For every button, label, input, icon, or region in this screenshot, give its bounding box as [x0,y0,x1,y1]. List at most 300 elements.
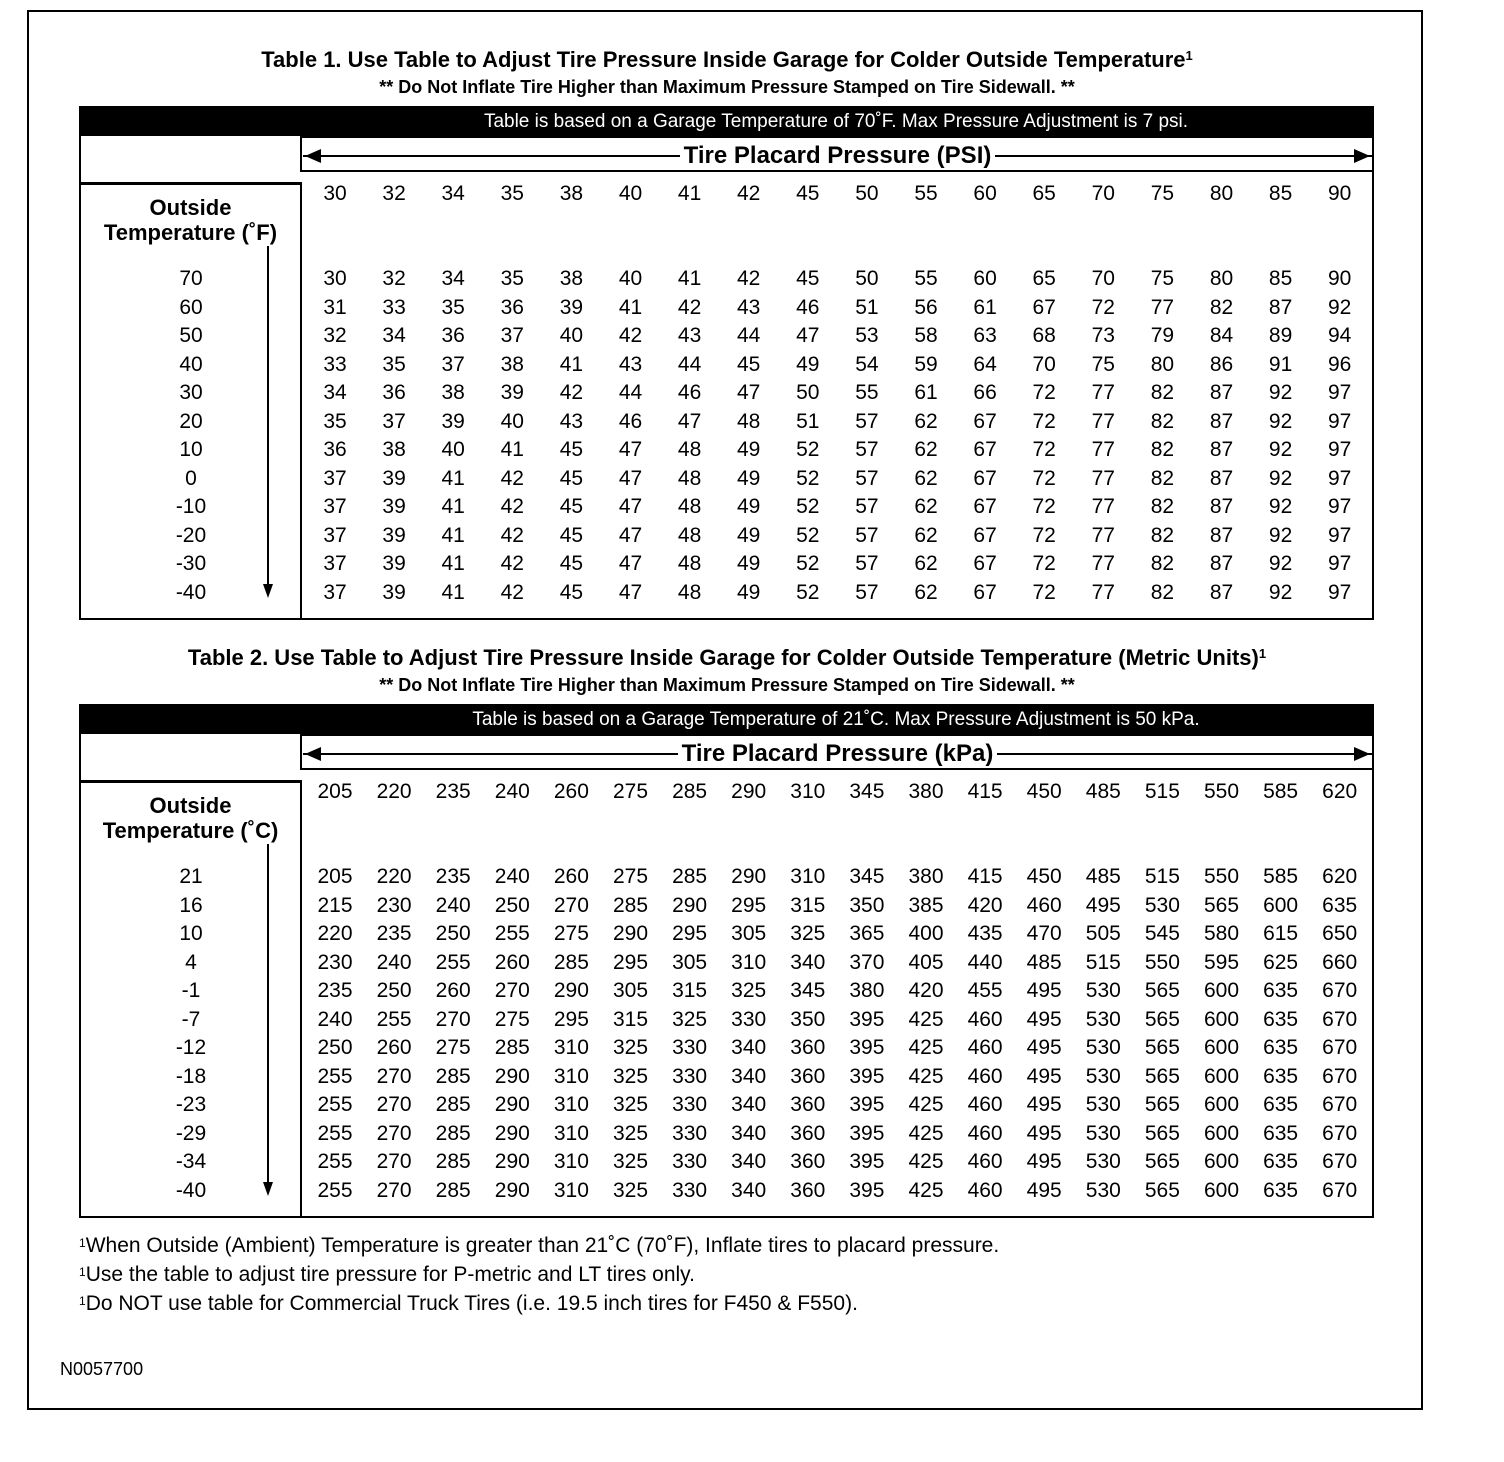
table1-pressure-cell: 42 [500,523,524,547]
table2-pressure-cell: 395 [849,1121,885,1145]
table1-pressure-cell: 37 [441,352,465,376]
table1-pressure-cell: 45 [796,267,820,290]
table1-pressure-cell: 97 [1328,381,1352,404]
table1-pressure-cell: 30 [323,267,347,290]
table1-temp-label: 40 [179,352,203,376]
table1-pressure-cell: 43 [618,352,643,376]
table2-pressure-cell: 240 [317,1007,353,1031]
table2-pressure-cell: 325 [731,979,767,1002]
table1-temp-label: 50 [179,324,203,347]
table1-pressure-cell: 42 [737,267,761,290]
table2-pressure-cell: 530 [1085,1150,1121,1173]
table2-temp-heading-line2: Temperature (˚C) [102,818,279,843]
table2-pressure-cell: 495 [1026,1036,1062,1059]
table1-pressure-cell: 51 [855,295,879,319]
table2-pressure-cell: 325 [672,1007,708,1031]
table1-pressure-cell: 44 [737,324,761,347]
table2-pressure-cell: 620 [1322,865,1358,888]
table1-pressure-cell: 33 [323,352,347,376]
table1-temp-heading-line1: Outside [149,195,232,220]
table2-placard-label [303,738,1372,769]
table1-placard-header-cell: 60 [973,182,997,205]
table1-pressure-cell: 62 [914,495,938,518]
table2-pressure-cell: 260 [435,979,471,1002]
table1-pressure-cell: 45 [559,523,584,547]
table2-pressure-cell: 325 [612,1150,649,1173]
table1-temp-label: -40 [175,580,207,604]
table1-pressure-cell: 47 [677,409,702,433]
table1-pressure-cell: 48 [677,552,702,575]
table1-pressure-cell: 55 [914,267,938,290]
table2-pressure-cell: 290 [731,865,767,888]
table2-pressure-cell: 495 [1026,1093,1062,1116]
table2-pressure-cell: 495 [1026,1150,1062,1173]
table2-pressure-cell: 420 [967,893,1003,917]
table2-pressure-cell: 395 [849,1150,885,1173]
table1-pressure-cell: 72 [1032,438,1056,461]
table2-pressure-cell: 260 [553,865,589,888]
table1-placard-header-cell: 38 [559,182,584,205]
table2-pressure-cell: 425 [908,1178,944,1202]
table1-pressure-cell: 67 [1032,295,1056,319]
table1-pressure-cell: 87 [1209,438,1234,461]
table2-pressure-cell: 350 [849,893,885,917]
table2-title [0,645,1454,671]
table2-pressure-cell: 440 [967,950,1003,974]
table1-pressure-cell: 65 [1032,267,1056,290]
table2-pressure-cell: 290 [494,1064,530,1088]
table1-pressure-cell: 92 [1268,580,1293,604]
table1-pressure-cell: 87 [1209,381,1234,404]
table1-pressure-cell: 62 [914,523,938,547]
table1-pressure-cell: 92 [1268,466,1293,490]
table2-pressure-cell: 670 [1322,1178,1358,1202]
footnote-2-mark: 1 [79,1265,86,1279]
table2-title-text: Table 2. Use Table to Adjust Tire Pressure Inside Garage for Colder Outside Temperature (Metric Units) [187,645,1259,670]
table1-pressure-cell: 66 [973,381,997,404]
table2-pressure-cell: 315 [612,1007,649,1031]
table2-placard-header-cell: 310 [790,780,826,803]
table2-pressure-cell: 485 [1085,865,1121,888]
table2-placard-header-cell: 450 [1026,780,1062,803]
table2-pressure-cell: 305 [612,979,649,1002]
table2-pressure-cell: 235 [317,979,353,1002]
table1-pressure-cell: 70 [1091,267,1115,290]
table1-pressure-cell: 35 [323,409,347,433]
table2-pressure-cell: 635 [1263,979,1299,1002]
table2-pressure-cell: 395 [849,1007,885,1031]
table2-pressure-cell: 495 [1026,1007,1062,1031]
table2-pressure-cell: 530 [1085,1178,1121,1202]
table1-pressure-cell: 37 [382,409,406,433]
table2-pressure-cell: 340 [731,1093,767,1116]
table2-pressure-cell: 310 [553,1150,589,1173]
table1-pressure-cell: 72 [1032,580,1056,604]
table2-pressure-cell: 625 [1263,950,1299,974]
table2-pressure-cell: 600 [1263,893,1299,917]
table2-pressure-cell: 325 [612,1036,649,1059]
table2-pressure-cell: 530 [1144,893,1180,917]
table2-pressure-cell: 290 [494,1121,530,1145]
table2-pressure-cell: 370 [849,950,885,974]
table2-pressure-cell: 330 [672,1178,708,1202]
table2-pressure-cell: 495 [1026,1121,1062,1145]
table2-pressure-cell: 345 [790,979,826,1002]
table1-pressure-cell: 64 [973,352,997,376]
table2-pressure-cell: 250 [376,979,412,1002]
table1-pressure-cell: 35 [441,295,465,319]
table2-placard-left-rule [300,734,302,770]
table2-temp-label: -12 [175,1036,207,1059]
table2-pressure-cell: 580 [1203,922,1240,945]
table2-pressure-cell: 635 [1263,1036,1299,1059]
table1-temp-divider [300,182,302,618]
table1-pressure-cell: 82 [1150,580,1175,604]
table2-pressure-cell: 240 [435,893,471,917]
table2-pressure-cell: 360 [790,1121,826,1145]
table1-pressure-cell: 92 [1268,409,1293,433]
table2-pressure-cell: 290 [612,922,649,945]
table1-pressure-cell: 92 [1268,381,1293,404]
table2-pressure-cell: 395 [849,1178,885,1202]
table1-pressure-cell: 57 [855,438,879,461]
table1-pressure-cell: 48 [677,523,702,547]
table1-pressure-cell: 45 [737,352,761,376]
table2-pressure-cell: 340 [731,1150,767,1173]
table2-pressure-cell: 285 [435,1121,471,1145]
table2-pressure-cell: 310 [553,1178,589,1202]
table2-pressure-cell: 395 [849,1064,885,1088]
table2-pressure-cell: 495 [1026,1178,1062,1202]
table2-pressure-cell: 255 [317,1093,353,1116]
table1-pressure-cell: 77 [1091,409,1115,433]
table2-pressure-cell: 295 [553,1007,589,1031]
table1-pressure-cell: 80 [1150,352,1175,376]
table2-pressure-cell: 505 [1085,922,1121,945]
table2-pressure-cell: 600 [1203,1150,1240,1173]
table1-placard-header-cell: 75 [1150,182,1175,205]
table2-pressure-cell: 530 [1085,1036,1121,1059]
table1-temp-arrow-line [267,246,269,586]
table2-pressure-cell: 340 [731,1121,767,1145]
table1-pressure-cell: 87 [1268,295,1293,319]
table2-pressure-cell: 330 [672,1064,708,1088]
table1-pressure-cell: 92 [1328,295,1352,319]
table1-pressure-cell: 41 [441,466,465,490]
table1-pressure-cell: 49 [737,523,761,547]
table2-pressure-cell: 290 [553,979,589,1002]
table1-pressure-cell: 87 [1209,580,1234,604]
table1-pressure-cell: 47 [618,466,643,490]
table2-pressure-cell: 305 [731,922,767,945]
table1-pressure-cell: 39 [441,409,465,433]
table2-pressure-cell: 565 [1144,1007,1180,1031]
footnote-2-text: Use the table to adjust tire pressure for P-metric and LT tires only. [85,1263,695,1286]
table2-pressure-cell: 585 [1263,865,1299,888]
table2-title-footnote: 1 [1258,646,1267,661]
table1-pressure-cell: 62 [914,466,938,490]
table1-pressure-cell: 42 [677,295,702,319]
table1-pressure-cell: 87 [1209,552,1234,575]
table1-pressure-cell: 72 [1032,552,1056,575]
table1-pressure-cell: 42 [500,552,524,575]
table1-pressure-cell: 45 [559,438,584,461]
table1-pressure-cell: 41 [441,523,465,547]
table1-pressure-cell: 49 [796,352,820,376]
table1-pressure-cell: 67 [973,495,997,518]
table1-placard-header-cell: 80 [1209,182,1234,205]
table1-pressure-cell: 31 [323,295,347,319]
table1-pressure-cell: 77 [1091,438,1115,461]
table1-pressure-cell: 75 [1150,267,1175,290]
table1-pressure-cell: 42 [559,381,584,404]
table1-pressure-cell: 47 [737,381,761,404]
table1-pressure-cell: 38 [500,352,524,376]
table1-pressure-cell: 82 [1150,523,1175,547]
table1-pressure-cell: 68 [1032,324,1056,347]
table2-placard-header-cell: 240 [494,780,530,803]
table1-pressure-cell: 38 [559,267,584,290]
table2-pressure-cell: 290 [672,893,708,917]
table2-pressure-cell: 235 [376,922,412,945]
table2-placard-header-cell: 620 [1322,780,1358,803]
table1-pressure-cell: 82 [1150,552,1175,575]
table1-pressure-cell: 92 [1268,552,1293,575]
table2-pressure-cell: 240 [376,950,412,974]
table2-pressure-cell: 600 [1203,979,1240,1002]
table1-title-text: Table 1. Use Table to Adjust Tire Pressure Inside Garage for Colder Outside Temperature [261,47,1186,72]
table1-pressure-cell: 89 [1268,324,1293,347]
table2-pressure-cell: 460 [967,1150,1003,1173]
table1-temp-top-rule [81,182,302,185]
table1-pressure-cell: 54 [855,352,879,376]
footnote-1 [79,1234,999,1258]
table2-pressure-cell: 435 [967,922,1003,945]
table1-temp-label: 30 [179,381,203,404]
table2-pressure-cell: 255 [317,1064,353,1088]
table2-pressure-cell: 285 [612,893,649,917]
table2-pressure-cell: 255 [435,950,471,974]
table2-pressure-cell: 220 [376,865,412,888]
table2-pressure-cell: 565 [1144,1121,1180,1145]
table1-pressure-cell: 45 [559,580,584,604]
table1-placard-header-cell: 85 [1268,182,1293,205]
table1-placard-bottom-rule [301,170,1372,172]
table1-pressure-cell: 72 [1032,466,1056,490]
table2-pressure-cell: 275 [494,1007,530,1031]
table1-temp-label: -20 [175,523,207,547]
table1-pressure-cell: 49 [737,495,761,518]
table2-pressure-cell: 330 [731,1007,767,1031]
table2-pressure-cell: 635 [1263,1178,1299,1202]
table1-pressure-cell: 67 [973,466,997,490]
table1-pressure-cell: 84 [1209,324,1234,347]
table2-temp-label: -23 [175,1093,207,1116]
table2-placard-header-cell: 260 [553,780,589,803]
table1-pressure-cell: 37 [323,580,347,604]
table1-pressure-cell: 50 [796,381,820,404]
table2-pressure-cell: 310 [790,865,826,888]
table1-pressure-cell: 72 [1091,295,1115,319]
table1-pressure-cell: 82 [1150,438,1175,461]
table1-placard-top-rule [301,136,1372,138]
table2-pressure-cell: 425 [908,1036,944,1059]
table2-placard-header-cell: 275 [612,780,649,803]
table2-pressure-cell: 325 [612,1178,649,1202]
table2-pressure-cell: 270 [494,979,530,1002]
table1-placard-header-cell: 65 [1032,182,1056,205]
table2-pressure-cell: 550 [1144,950,1180,974]
table1-pressure-cell: 52 [796,580,820,604]
table2-placard-header-cell: 220 [376,780,412,803]
table1-pressure-cell: 77 [1091,495,1115,518]
table2-pressure-cell: 295 [731,893,767,917]
table2-pressure-cell: 360 [790,1178,826,1202]
table1-temp-label: 60 [179,295,203,319]
table2-pressure-cell: 230 [317,950,353,974]
table2-pressure-cell: 415 [967,865,1003,888]
table2-pressure-cell: 530 [1085,1121,1121,1145]
table2-pressure-cell: 380 [849,979,885,1002]
table1-pressure-cell: 85 [1268,267,1293,290]
table1-pressure-cell: 41 [559,352,584,376]
table1-pressure-cell: 82 [1150,409,1175,433]
table2-pressure-cell: 395 [849,1093,885,1116]
table1-pressure-cell: 52 [796,495,820,518]
table2-placard-header-cell: 235 [435,780,471,803]
table2-temp-label: 4 [185,950,197,974]
table2-pressure-cell: 565 [1144,979,1180,1002]
table2-pressure-cell: 325 [612,1064,649,1088]
table2-pressure-cell: 485 [1026,950,1062,974]
table1-pressure-cell: 43 [677,324,702,347]
table1-placard-label [303,140,1372,171]
table1-placard-header-cell: 32 [382,182,406,205]
table1-pressure-cell: 47 [618,580,643,604]
table1-pressure-cell: 58 [914,324,938,347]
table2-pressure-cell: 615 [1263,922,1299,945]
table1-pressure-cell: 67 [973,580,997,604]
table2-pressure-cell: 460 [967,1093,1003,1116]
table2-placard-header-cell: 345 [849,780,885,803]
table1-title [0,47,1454,73]
table2-pressure-cell: 670 [1322,1007,1358,1031]
table2-pressure-cell: 495 [1026,979,1062,1002]
table1-placard-header-cell: 40 [618,182,643,205]
table2-pressure-cell: 330 [672,1036,708,1059]
table2-pressure-cell: 530 [1085,979,1121,1002]
table2-pressure-cell: 530 [1085,1064,1121,1088]
table2-pressure-cell: 295 [672,922,708,945]
table1-pressure-cell: 43 [559,409,584,433]
table1-pressure-cell: 34 [382,324,406,347]
table1-placard-header-cell: 30 [323,182,347,205]
table1-pressure-cell: 61 [914,381,938,404]
table2-pressure-cell: 270 [376,1178,412,1202]
table2-pressure-cell: 295 [612,950,649,974]
table2-placard-bottom-rule [301,768,1372,770]
table1-pressure-cell: 39 [382,523,406,547]
table1-pressure-cell: 49 [737,580,761,604]
table1-pressure-cell: 47 [618,495,643,518]
table2-temp-divider [300,780,302,1216]
table1-pressure-cell: 37 [500,324,524,347]
table1-pressure-cell: 48 [677,438,702,461]
table2-pressure-cell: 345 [849,865,885,888]
table2-pressure-cell: 420 [908,979,944,1002]
table2-pressure-cell: 205 [317,865,353,888]
table2-pressure-cell: 635 [1263,1150,1299,1173]
table2-pressure-cell: 290 [494,1178,530,1202]
table1-pressure-cell: 59 [914,352,938,376]
table1-pressure-cell: 77 [1091,466,1115,490]
table2-pressure-cell: 600 [1203,1064,1240,1088]
table1-pressure-cell: 52 [796,552,820,575]
table2-pressure-cell: 270 [553,893,589,917]
table1-pressure-cell: 57 [855,495,879,518]
table1-temp-label: 10 [179,438,203,461]
table1-pressure-cell: 57 [855,409,879,433]
table1-pressure-cell: 41 [500,438,524,461]
table2-pressure-cell: 635 [1263,1064,1299,1088]
table1-pressure-cell: 62 [914,409,938,433]
table1-pressure-cell: 62 [914,552,938,575]
table1-pressure-cell: 47 [796,324,820,347]
table2-pressure-cell: 460 [967,1064,1003,1088]
table2-pressure-cell: 565 [1144,1093,1180,1116]
table1-pressure-cell: 48 [677,580,702,604]
table2-placard-header-cell: 485 [1085,780,1121,803]
table2-pressure-cell: 270 [376,1064,412,1088]
table2-pressure-cell: 330 [672,1121,708,1145]
table2-pressure-cell: 285 [553,950,589,974]
table1-pressure-cell: 62 [914,438,938,461]
table2-pressure-cell: 425 [908,1121,944,1145]
table2-pressure-cell: 600 [1203,1036,1240,1059]
table2-pressure-cell: 600 [1203,1121,1240,1145]
table1-pressure-cell: 46 [796,295,820,319]
table1-pressure-cell: 44 [677,352,702,376]
table2-pressure-cell: 285 [435,1064,471,1088]
table1-pressure-cell: 42 [500,580,524,604]
footnote-1-text: When Outside (Ambient) Temperature is greater than 21˚C (70˚F), Inflate tires to placard pressure. [85,1234,1000,1257]
table2-pressure-cell: 670 [1322,1064,1358,1088]
table1-pressure-cell: 45 [559,552,584,575]
table1-pressure-cell: 42 [500,495,524,518]
table2-pressure-cell: 250 [317,1036,353,1059]
table2-pressure-cell: 425 [908,1093,944,1116]
table2-pressure-cell: 515 [1144,865,1180,888]
table1-pressure-cell: 87 [1209,523,1234,547]
table1-placard-header-cell: 50 [855,182,879,205]
table1-pressure-cell: 77 [1091,552,1115,575]
table2-pressure-cell: 550 [1203,865,1240,888]
table2-pressure-cell: 240 [494,865,530,888]
table1-pressure-cell: 92 [1268,495,1293,518]
table1-pressure-cell: 82 [1150,495,1175,518]
table1-pressure-cell: 49 [737,438,761,461]
table2-pressure-cell: 670 [1322,1121,1358,1145]
table1-pressure-cell: 57 [855,466,879,490]
table2-pressure-cell: 670 [1322,1150,1358,1173]
table1-pressure-cell: 40 [618,267,643,290]
table1-pressure-cell: 44 [618,381,643,404]
table2-pressure-cell: 230 [376,893,412,917]
table2-placard-top-rule [301,734,1372,736]
table2-pressure-cell: 565 [1144,1178,1180,1202]
table1-pressure-cell: 52 [796,438,820,461]
table2-pressure-cell: 250 [435,922,471,945]
